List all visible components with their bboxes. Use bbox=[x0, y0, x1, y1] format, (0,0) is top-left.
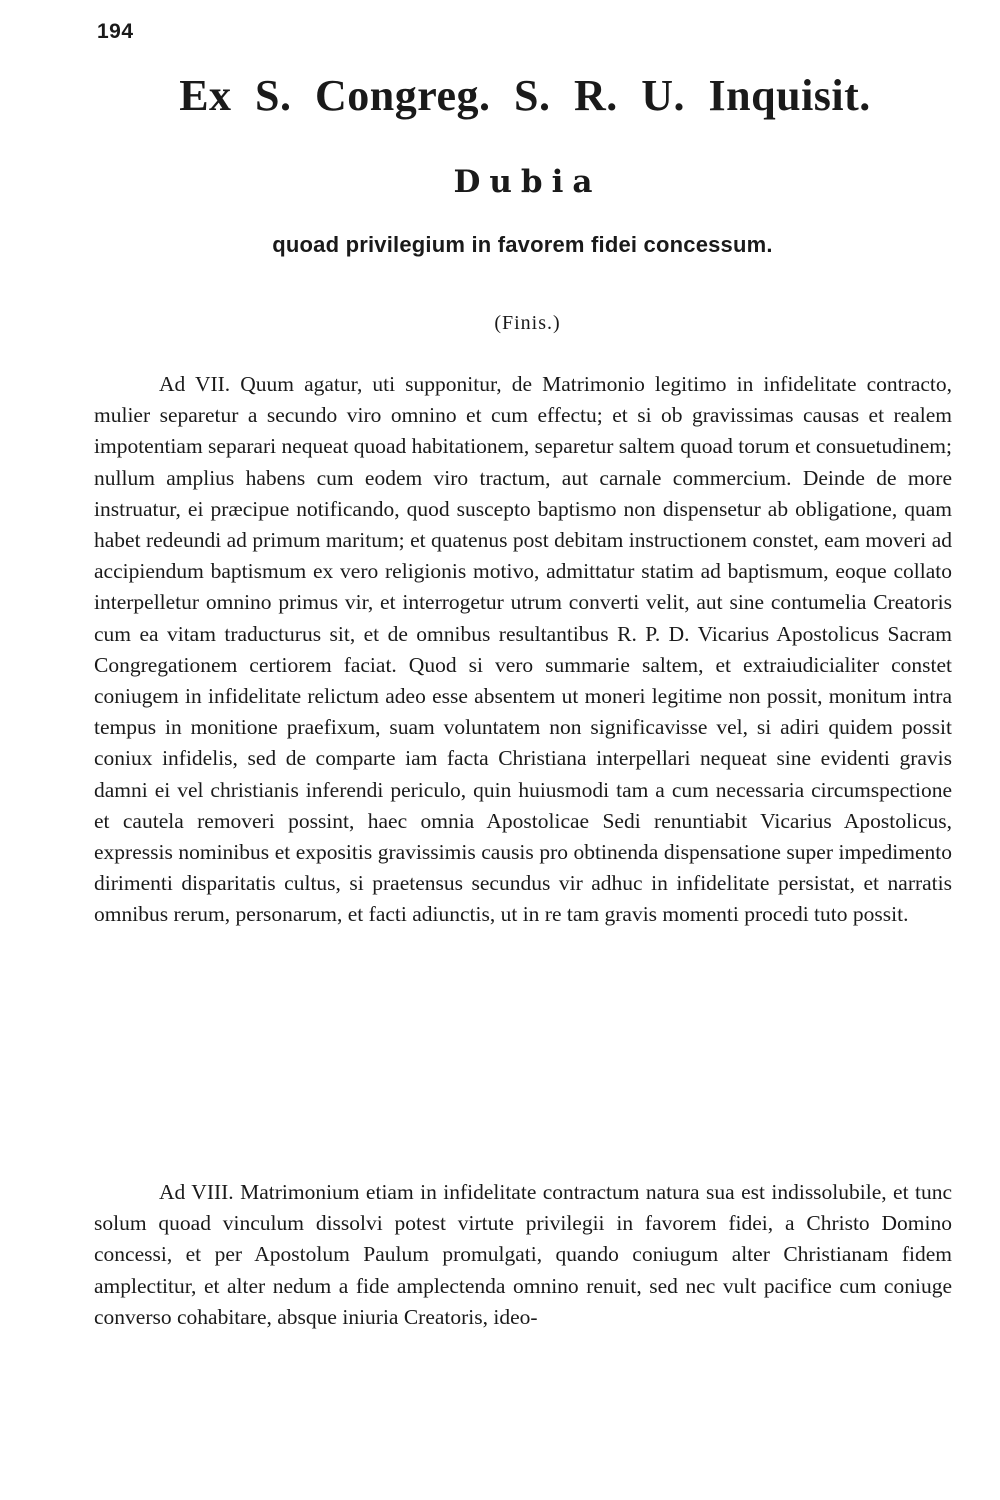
finis-note: (Finis.) bbox=[494, 312, 561, 334]
page-title: Ex S. Congreg. S. R. U. Inquisit. bbox=[179, 71, 871, 120]
page-number: 194 bbox=[97, 20, 134, 43]
paragraph-ad-vii: Ad VII. Quum agatur, uti supponitur, de Matrimonio legitimo in infidelitate contracto, mulier separetur a secundo viro omnino et cum effectu; et si ob gravissimas causas et realem impotentiam separari nequeat quoad habitationem, separetur saltem quoad torum et consuetudinem; nullum amplius habens cum eodem viro tractum, aut carnale commercium. Deinde de more instruatur, ei præcipue notificando, quod suscepto baptismo non dispensetur ab obligatione, quam habet redeundi ad primum maritum; et quatenus post debitam instructionem constet, eam moveri ad accipiendum baptismum ex vero religionis motivo, admittatur statim ad baptismum, eoque collato interpelletur omnino primus vir, et interrogetur utrum converti velit, aut sine contumelia Creatoris cum ea vitam traducturus sit, et de omnibus resultantibus R. P. D. Vicarius Apostolicus Sacram Congregationem certiorem faciat. Quod si vero summarie saltem, et extraiudicialiter constet coniugem in infidelitate relictum adeo esse absentem ut moneri legitime non possit, monitum intra tempus in monitione praefixum, suam voluntatem non significavisse vel, si adiri quidem possit coniux infidelis, sed de comparte iam facta Christiana interpellari nequeat sine evidenti gravis damni ei vel christianis inferendi periculo, quin huiusmodi tam a cum necessaria circumspectione et cautela removeri possint, haec omnia Apostolicae Sedi renuntiabit Vicarius Apostolicus, expressis nominibus et expositis gravissimis causis pro obtinenda dispensatione super impedimento dirimenti disparitatis cultus, si praetensus secundus vir adhuc in infidelitate persistat, et narratis omnibus rerum, personarum, et facti adiunctis, ut in re tam gravis momenti procedi tuto possit. bbox=[94, 372, 952, 927]
section-heading: Dubia bbox=[453, 164, 602, 200]
section-topic: quoad privilegium in favorem fidei concessum. bbox=[272, 232, 773, 257]
paragraph-ad-viii: Ad VIII. Matrimonium etiam in infidelitate contractum natura sua est indissolubile, et tunc solum quoad vinculum dissolvi potest virtute privilegii in favorem fidei, a Christo Domino concessi, et per Apostolum Paulum promulgati, quando coniugum alter Christianam fidem amplectitur, et alter nedum a fide amplectenda omnino renuit, sed nec vult pacifice cum coniuge converso cohabitare, absque iniuria Creatoris, ideo- bbox=[94, 1180, 952, 1329]
